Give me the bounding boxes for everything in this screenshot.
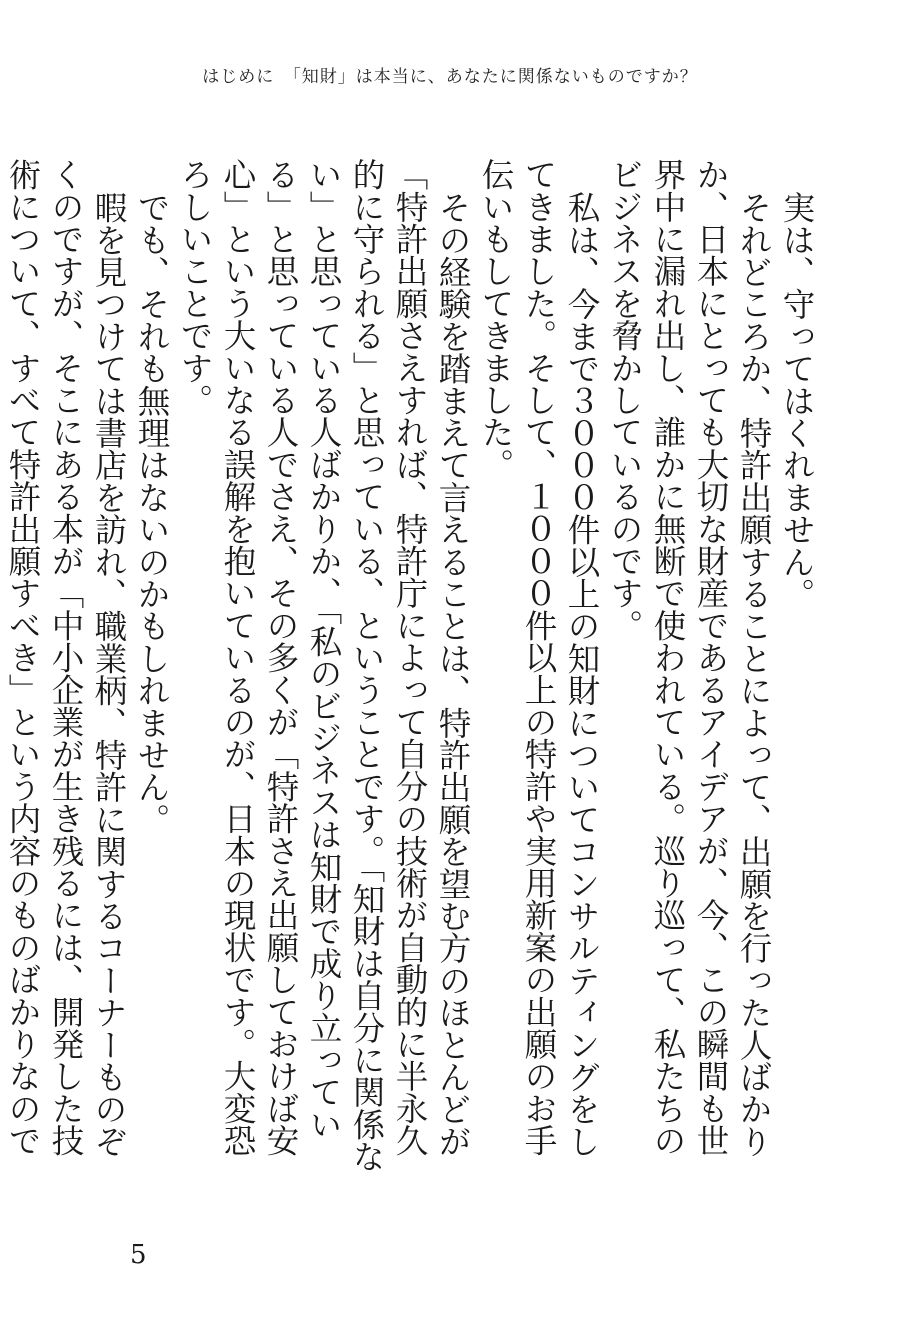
paragraph-6: 暇を見つけては書店を訪れ、職業柄、特許に関するコーナーものぞくのですが、そこにある本が「中小企業が生き残るには、開発した技術について、すべて特許出願すべき」という内容のものばかりなので <box>4 158 128 1157</box>
running-head: はじめに 「知財」は本当に、あなたに関係ないものですか？ <box>202 67 698 87</box>
body-text <box>4 158 818 1188</box>
paragraph-2: それどころか、特許出願することによって、出願を行った人ばかりか、日本にとっても大切な財産であるアイデアが、今、この瞬間も世界中に漏れ出し、誰かに無断で使われている。巡り巡って、私たちのビジネスを脅かしているのです。 <box>606 158 773 1157</box>
page-number: 5 <box>130 1240 147 1270</box>
paragraph-1: 実は、守ってはくれません。 <box>778 190 816 610</box>
paragraph-5: でも、それも無理はないのかもしれません。 <box>133 190 171 835</box>
paragraph-4: その経験を踏まえて言えることは、特許出願を望む方のほとんどが「特許出願さえすれば、特許庁によって自分の技術が自動的に半永久的に守られる」と思っている、ということです。「知財は自分に関係ない」と思っている人ばかりか、「私のビジネスは知財で成り立っている」と思っている人でさえ、その多くが「特許さえ出願しておけば安心」という大いなる誤解を抱いているのが、日本の現状です。大変恐ろしいことです。 <box>176 158 472 1173</box>
paragraph-3: 私は、今まで３０００件以上の知財についてコンサルティングをしてきました。そして、１０００件以上の特許や実用新案の出願のお手伝いもしてきました。 <box>477 158 601 1157</box>
